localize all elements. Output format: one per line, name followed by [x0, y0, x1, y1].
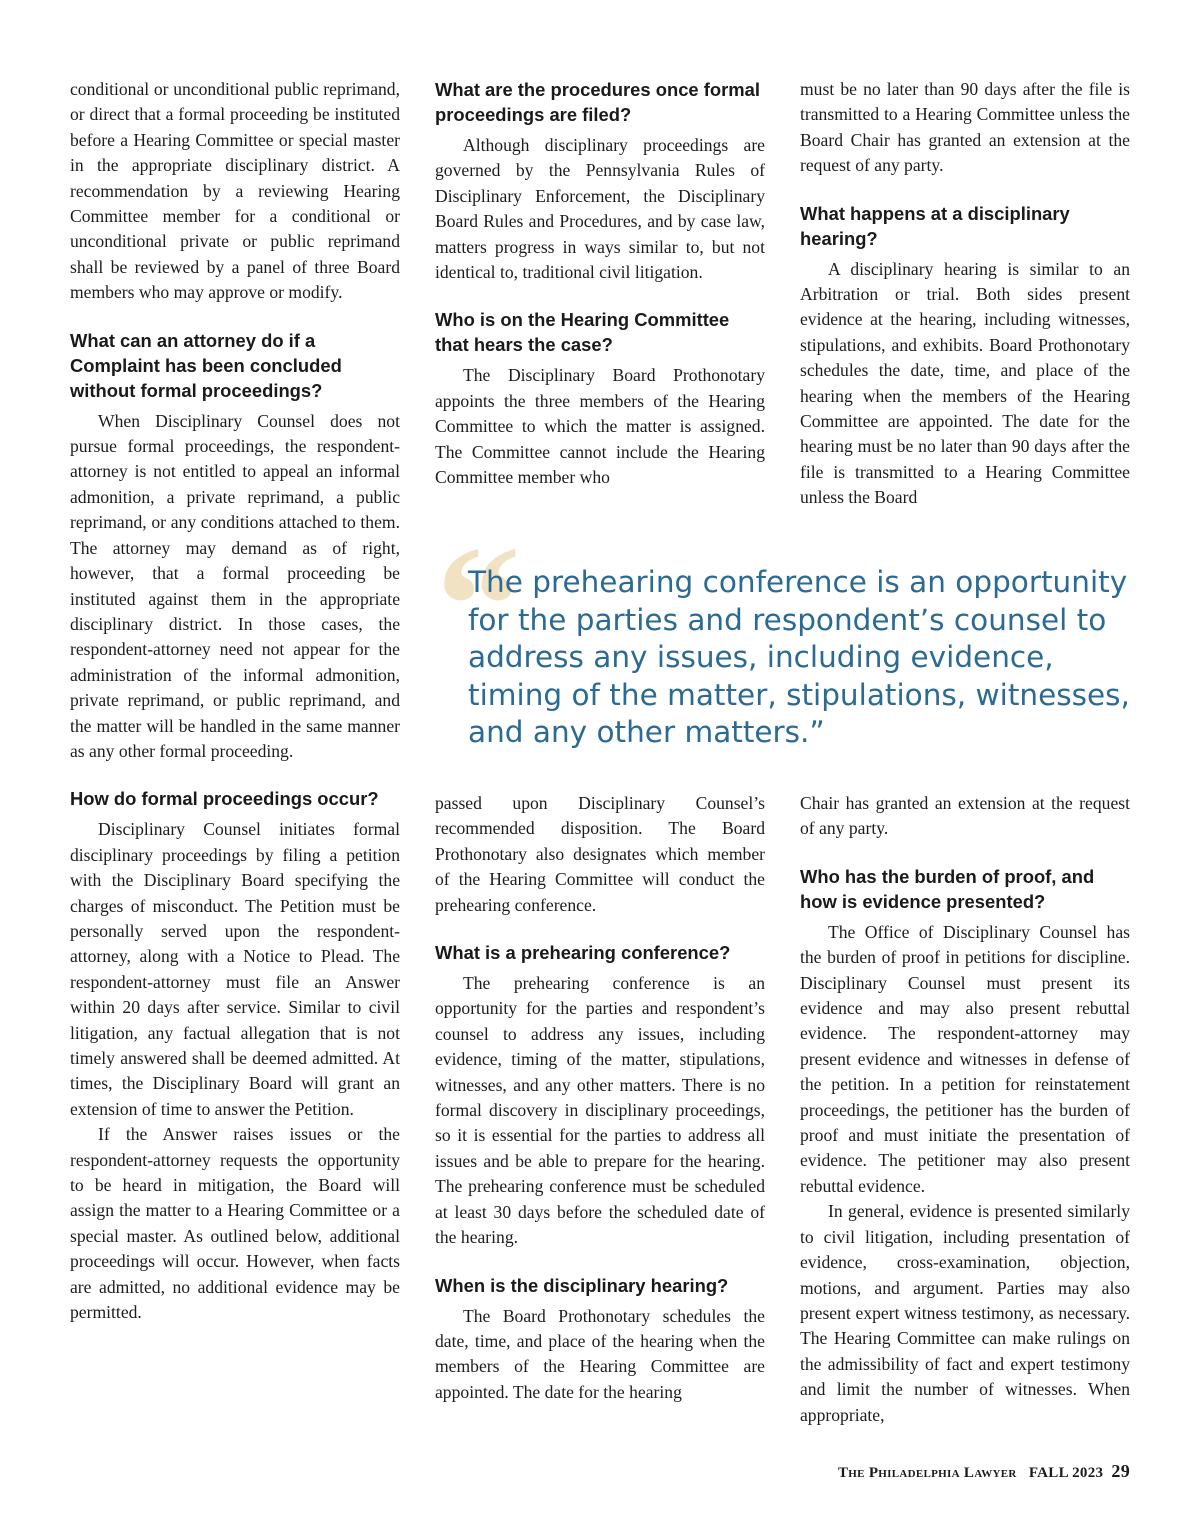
body-paragraph: Disciplinary Counsel initiates formal disciplinary proceedings by filing a petition with the Disciplinary Board specifying the charges of misconduct. The Petition must be personally served upon the respondent-attorney, along with a Notice to Plead. The respondent-attorney must file an Answer within 20 days after service. Similar to civil litigation, any factual allegation that is not timely answered shall be deemed admitted. At times, the Disciplinary Board will grant an extension of time to answer the Petition. — [70, 819, 400, 1119]
column-2-top — [435, 77, 765, 490]
body-paragraph: must be no later than 90 days after the file is transmitted to a Hearing Committee unless the Board Chair has granted an extension at the request of any party. — [800, 79, 1130, 176]
section-heading: What is a prehearing conference? — [435, 942, 731, 964]
body-paragraph: The Board Prothonotary schedules the date, time, and place of the hearing when the members of the Hearing Committee are appointed. The date for the hearing — [435, 1305, 765, 1402]
quote-mark-icon: “ — [436, 511, 521, 699]
column-2-bottom — [435, 791, 765, 1405]
body-paragraph: When Disciplinary Counsel does not pursue formal proceedings, the respondent-attorney is not entitled to appeal an informal admonition, a private reprimand, a public reprimand, or any conditions attached to them. The attorney may demand as of right, however, that a formal proceeding be instituted against them in the appropriate disciplinary district. In those cases, the respondent-attorney need not appear for the administration of the informal admonition, private reprimand, or public reprimand, and the matter will be handled in the same manner as any other formal proceeding. — [70, 410, 400, 761]
body-paragraph: The Disciplinary Board Prothonotary appoints the three members of the Hearing Committee to which the matter is assigned. The Committee cannot include the Hearing Committee member who — [435, 365, 765, 488]
page-footer — [838, 1461, 1130, 1482]
section-heading: What are the procedures once formal proceedings are filed? — [435, 79, 760, 125]
column-1 — [70, 77, 400, 1325]
column-3-top — [800, 77, 1130, 511]
body-paragraph: A disciplinary hearing is similar to an Arbitration or trial. Both sides present evidence at the hearing, including witnesses, stipulations, and exhibits. Board Prothonotary schedules the date, time, and place of the hearing when the members of the Hearing Committee are appointed. The date for the hearing must be no later than 90 days after the file is transmitted to a Hearing Committee unless the Board — [800, 258, 1130, 508]
body-paragraph: passed upon Disciplinary Counsel’s recommended disposition. The Board Prothonotary also designates which member of the Hearing Committee will conduct the prehearing conference. — [435, 793, 765, 915]
page-number: 29 — [1111, 1461, 1130, 1481]
column-3-bottom — [800, 791, 1130, 1428]
issue-date: FALL 2023 — [1028, 1465, 1104, 1481]
body-paragraph: conditional or unconditional public reprimand, or direct that a formal proceeding be instituted before a Hearing Committee or special master in the appropriate disciplinary district. A recommendation by a reviewing Hearing Committee member for a conditional or unconditional private or public reprimand shall be reviewed by a panel of three Board members who may approve or modify. — [70, 79, 400, 303]
body-paragraph: In general, evidence is presented similarly to civil litigation, including presentation of evidence, cross-examination, objection, motions, and argument. Parties may also present expert witness testimony, as necessary. The Hearing Committee can make rulings on the admissibility of fact and expert testimony and limit the number of witnesses. When appropriate, — [800, 1201, 1130, 1425]
section-heading: What can an attorney do if a Complaint has been concluded without formal proceedings? — [70, 329, 342, 401]
section-heading: Who is on the Hearing Committee that hears the case? — [435, 309, 730, 356]
body-paragraph: The prehearing conference is an opportunity for the parties and respondent’s counsel to address any issues, including evidence, timing of the matter, stipulations, witnesses, and any other matters. There is no formal discovery in disciplinary proceedings, so it is essential for the parties to address all issues and be able to prepare for the hearing. The prehearing conference must be scheduled at least 30 days before the scheduled date of the hearing. — [435, 973, 765, 1248]
publication-name: The Philadelphia Lawyer — [838, 1465, 1017, 1481]
pull-quote — [436, 511, 1136, 758]
body-paragraph: The Office of Disciplinary Counsel has the burden of proof in petitions for discipline. Disciplinary Counsel must present its evidence and may also present rebuttal evidence. The respondent-attorney may present evidence and witnesses in defense of the petition. In a petition for reinstatement proceedings, the petitioner has the burden of proof and must initiate the presentation of evidence. The petitioner may also present rebuttal evidence. — [800, 921, 1130, 1196]
pull-quote-text: The prehearing conference is an opportunity for the parties and respondent’s counsel to address any issues, including evidence, timing of the matter, stipulations, witnesses, and any other matters.” — [468, 565, 1130, 749]
section-heading: Who has the burden of proof, and how is evidence presented? — [800, 865, 1095, 912]
section-heading: When is the disciplinary hearing? — [435, 1274, 729, 1296]
section-heading: What happens at a disciplinary hearing? — [800, 202, 1070, 249]
body-paragraph: Although disciplinary proceedings are governed by the Pennsylvania Rules of Disciplinary Enforcement, the Disciplinary Board Rules and Procedures, and by case law, matters progress in ways similar to, but not identical to, traditional civil litigation. — [435, 135, 765, 283]
body-paragraph: If the Answer raises issues or the respondent-attorney requests the opportunity to be heard in mitigation, the Board will assign the matter to a Hearing Committee or a special master. As outlined below, additional proceedings will occur. However, when facts are admitted, no additional evidence may be permitted. — [70, 1124, 400, 1323]
section-heading: How do formal proceedings occur? — [70, 788, 379, 810]
body-paragraph: Chair has granted an extension at the request of any party. — [800, 793, 1130, 839]
